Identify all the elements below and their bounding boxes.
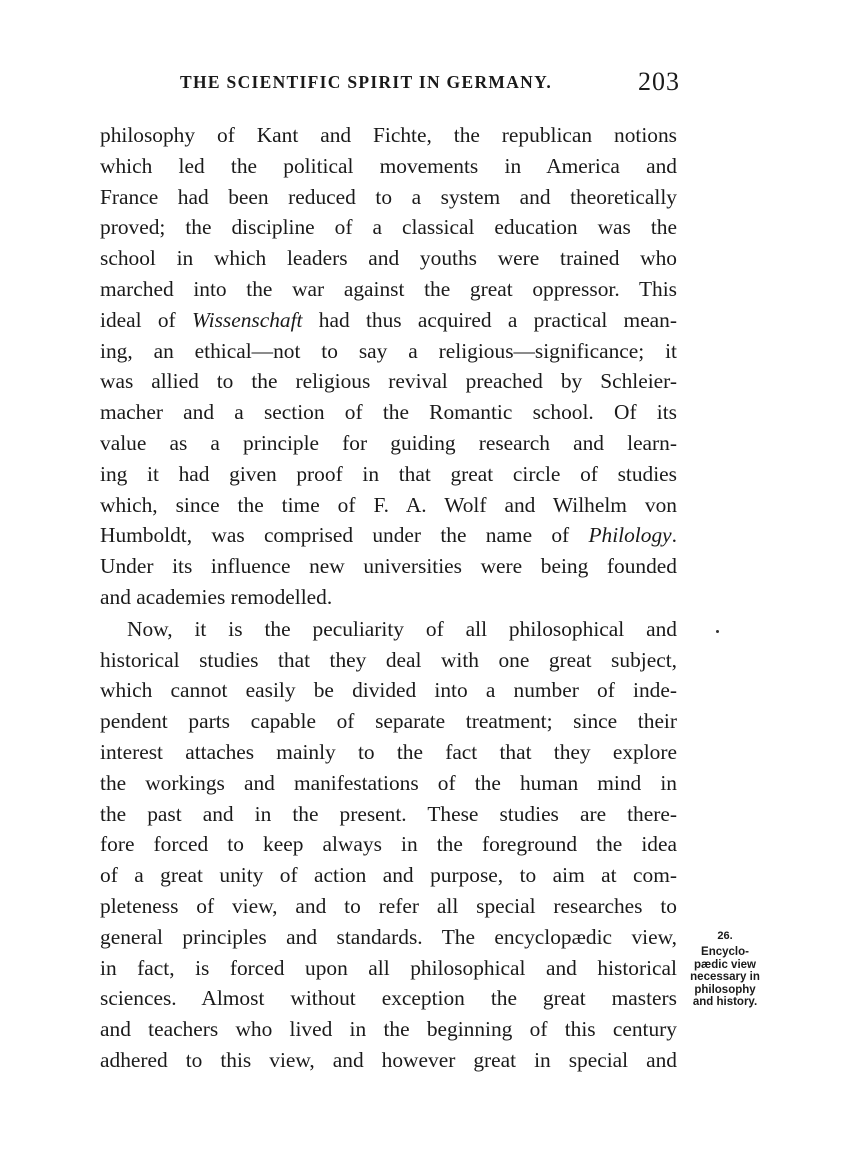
text-line: fore forced to keep always in the foreground the idea <box>100 832 677 857</box>
text-line: ing it had given proof in that great circle of studies <box>100 461 677 486</box>
body-text <box>100 120 677 1076</box>
text-line: the past and in the present. These studies are there- <box>100 801 677 826</box>
margin-note-line: necessary in <box>690 971 760 983</box>
text-line: Humboldt, was comprised under the name of Philology. <box>100 523 677 548</box>
text-line: was allied to the religious revival preached by Schleier- <box>100 369 677 394</box>
paragraph-start-line: Now, it is the peculiarity of all philosophical and <box>127 616 677 641</box>
text-line: value as a principle for guiding research and learn- <box>100 430 677 455</box>
text-line: proved; the discipline of a classical education was the <box>100 215 677 240</box>
margin-note-number: 26. <box>717 930 733 942</box>
text-line: historical studies that they deal with one great subject, <box>100 647 677 672</box>
text-line: France had been reduced to a system and theoretically <box>100 184 677 209</box>
text-line: sciences. Almost without exception the great masters <box>100 986 677 1011</box>
text-line: ing, an ethical—not to say a religious—significance; it <box>100 338 677 363</box>
text-line: Under its influence new universities were being founded <box>100 554 677 579</box>
text-line: in fact, is forced upon all philosophical and historical <box>100 955 677 980</box>
text-line: school in which leaders and youths were trained who <box>100 246 677 271</box>
text-line: general principles and standards. The encyclopædic view, <box>100 924 677 949</box>
text-line: of a great unity of action and purpose, to aim at com- <box>100 863 677 888</box>
text-line: interest attaches mainly to the fact that they explore <box>100 739 677 764</box>
margin-note <box>684 929 766 1009</box>
text-line: adhered to this view, and however great in special and <box>100 1047 677 1072</box>
ink-speck <box>716 630 719 633</box>
italic-term: Philology <box>588 523 672 548</box>
text-line: and teachers who lived in the beginning of this century <box>100 1017 677 1042</box>
text-line: which cannot easily be divided into a number of inde- <box>100 678 677 703</box>
text-line: which led the political movements in America and <box>100 153 677 178</box>
margin-note-line: and history. <box>692 996 758 1008</box>
text-line: the workings and manifestations of the human mind in <box>100 770 677 795</box>
text-line: marched into the war against the great oppressor. This <box>100 276 677 301</box>
text-line: pleteness of view, and to refer all special researches to <box>100 893 677 918</box>
text-line: which, since the time of F. A. Wolf and Wilhelm von <box>100 492 677 517</box>
margin-note-line: Encyclo- <box>701 946 749 958</box>
text-line: pendent parts capable of separate treatment; since their <box>100 709 677 734</box>
text-line: macher and a section of the Romantic school. Of its <box>100 400 677 425</box>
text-line: ideal of Wissenschaft had thus acquired a practical mean- <box>100 307 677 332</box>
text-line: philosophy of Kant and Fichte, the republican notions <box>100 123 677 147</box>
italic-term: Wissenschaft <box>191 307 303 332</box>
page-number: 203 <box>638 67 680 96</box>
running-title: THE SCIENTIFIC SPIRIT IN GERMANY. <box>180 72 553 92</box>
running-head <box>180 67 680 100</box>
margin-note-line: philosophy <box>694 983 756 996</box>
margin-note-line: pædic view <box>694 958 756 971</box>
paragraph-end-line: and academies remodelled. <box>100 584 333 609</box>
